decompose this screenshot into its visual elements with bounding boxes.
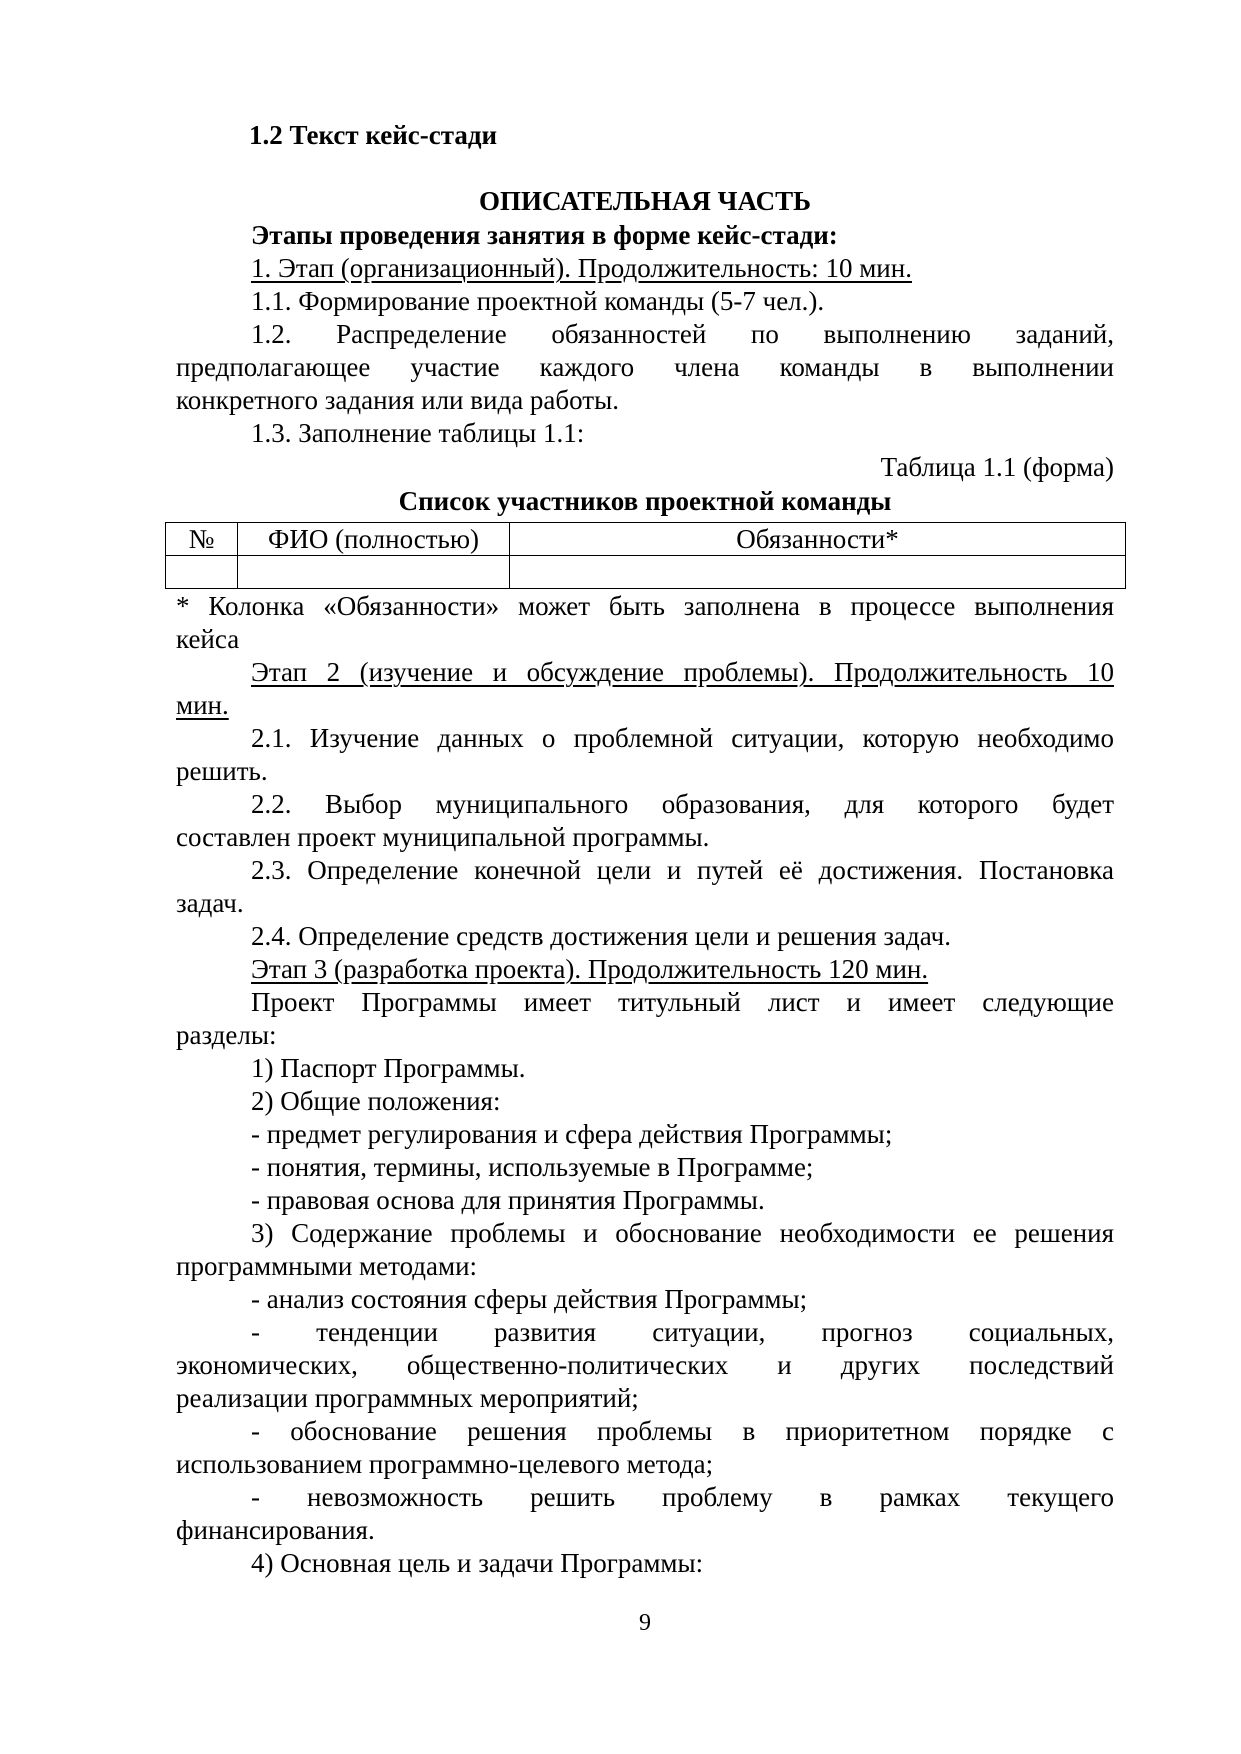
stage2-item-2-3-line1: 2.3. Определение конечной цели и путей её достижения. Постановка — [251, 855, 1114, 885]
program-section-3-c-line1: - обоснование решения проблемы в приоритетном порядке с — [251, 1416, 1114, 1446]
stage2-title-line2: мин. — [176, 690, 229, 720]
footnote-line2: кейса — [176, 624, 240, 654]
stage2-item-2-4: 2.4. Определение средств достижения цели и решения задач. — [251, 921, 952, 951]
program-section-3-b-line1: - тенденции развития ситуации, прогноз социальных, — [251, 1317, 1114, 1347]
column-header-duties: Обязанности* — [510, 523, 1126, 556]
table-title: Список участников проектной команды — [398, 486, 892, 516]
stage2-item-2-1-line1: 2.1. Изучение данных о проблемной ситуации, которую необходимо — [251, 723, 1114, 753]
page-number: 9 — [639, 1610, 651, 1636]
program-section-3-c-line2: использованием программно-целевого метода; — [176, 1449, 714, 1479]
column-header-fio: ФИО (полностью) — [238, 523, 510, 556]
table-cell — [166, 556, 238, 589]
program-section-3-a: - анализ состояния сферы действия Программы; — [251, 1284, 808, 1314]
subtitle: Этапы проведения занятия в форме кейс-стади: — [251, 220, 838, 250]
stage1-item-1-2-line1: 1.2. Распределение обязанностей по выполнению заданий, — [251, 319, 1114, 349]
table-caption: Таблица 1.1 (форма) — [880, 452, 1114, 482]
program-section-2-c: - правовая основа для принятия Программы. — [251, 1185, 765, 1215]
program-section-3-b-line2: экономических, общественно-политических и других последствий — [176, 1350, 1114, 1380]
section-title: ОПИСАТЕЛЬНАЯ ЧАСТЬ — [479, 186, 811, 216]
stage3-intro-line2: разделы: — [176, 1020, 277, 1050]
program-section-3-b-line3: реализации программных мероприятий; — [176, 1383, 639, 1413]
table-cell — [510, 556, 1126, 589]
program-section-2-b: - понятия, термины, используемые в Программе; — [251, 1152, 814, 1182]
stage1-item-1-2-line3: конкретного задания или вида работы. — [176, 385, 619, 415]
program-section-1: 1) Паспорт Программы. — [251, 1053, 526, 1083]
stage1-item-1-2-line2: предполагающее участие каждого члена команды в выполнении — [176, 352, 1114, 382]
program-section-3-line1: 3) Содержание проблемы и обоснование необходимости ее решения — [251, 1218, 1114, 1248]
stage2-item-2-2-line1: 2.2. Выбор муниципального образования, для которого будет — [251, 789, 1114, 819]
stage2-item-2-2-line2: составлен проект муниципальной программы. — [176, 822, 710, 852]
stage1-title: 1. Этап (организационный). Продолжительность: 10 мин. — [251, 253, 912, 283]
footnote-line1: * Колонка «Обязанности» может быть заполнена в процессе выполнения — [176, 591, 1114, 621]
stage3-intro-line1: Проект Программы имеет титульный лист и имеет следующие — [251, 987, 1114, 1017]
program-section-4: 4) Основная цель и задачи Программы: — [251, 1548, 704, 1578]
stage2-item-2-1-line2: решить. — [176, 756, 268, 786]
stage3-title: Этап 3 (разработка проекта). Продолжительность 120 мин. — [251, 954, 929, 984]
table-row — [166, 556, 1126, 589]
table-header-row — [166, 523, 1126, 556]
program-section-3-d-line2: финансирования. — [176, 1515, 375, 1545]
program-section-3-line2: программными методами: — [176, 1251, 478, 1281]
participants-table — [165, 522, 1126, 589]
section-heading: 1.2 Текст кейс-стади — [249, 120, 498, 150]
stage2-item-2-3-line2: задач. — [176, 888, 244, 918]
program-section-2-a: - предмет регулирования и сфера действия Программы; — [251, 1119, 893, 1149]
table-cell — [238, 556, 510, 589]
stage1-item-1-1: 1.1. Формирование проектной команды (5-7 чел.). — [251, 286, 825, 316]
program-section-2: 2) Общие положения: — [251, 1086, 501, 1116]
program-section-3-d-line1: - невозможность решить проблему в рамках текущего — [251, 1482, 1114, 1512]
stage2-title-line1: Этап 2 (изучение и обсуждение проблемы). Продолжительность 10 — [251, 657, 1114, 687]
column-header-number: № — [166, 523, 238, 556]
stage1-item-1-3: 1.3. Заполнение таблицы 1.1: — [251, 418, 585, 448]
